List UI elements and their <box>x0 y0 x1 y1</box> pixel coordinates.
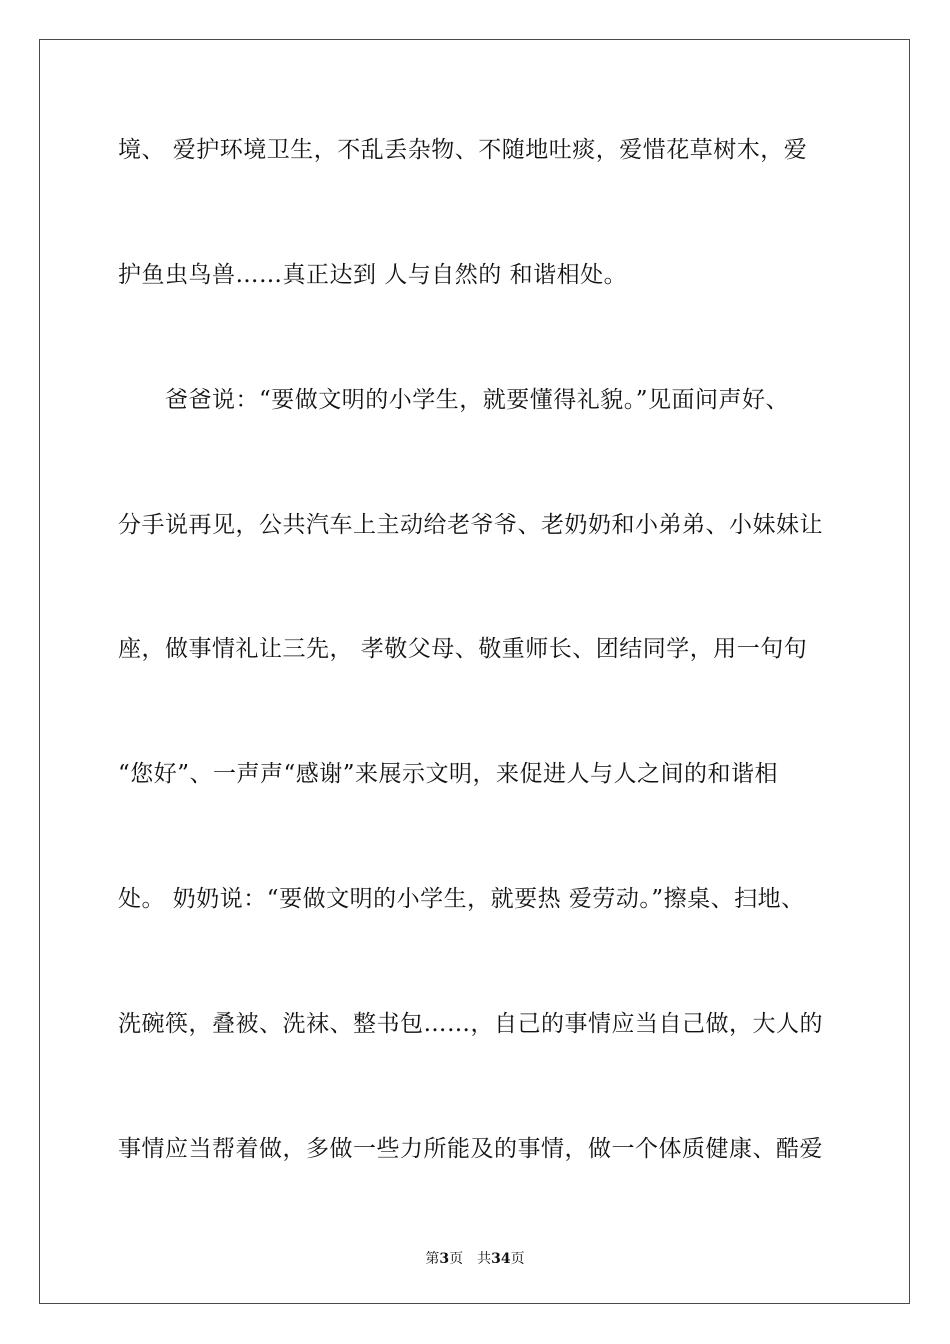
body-line-8: 洗碗筷，叠被、洗袜、整书包……，自己的事情应当自己做，大人的 <box>118 1011 823 1037</box>
body-line-5: 座，做事情礼让三先， 孝敬父母、敬重师长、团结同学，用一句句 <box>118 636 808 662</box>
body-line-2: 护鱼虫鸟兽……真正达到 人与自然的 和谐相处。 <box>118 262 628 288</box>
page-number: 3 <box>439 1251 450 1267</box>
body-line-6: “您好”、一声声“感谢”来展示文明，来促进人与人之间的和谐相 <box>118 761 779 787</box>
total-prefix: 共 <box>477 1251 492 1267</box>
body-line-7: 处。 奶奶说：“要做文明的小学生，就要热 爱劳动。”擦桌、扫地、 <box>118 886 805 912</box>
total-pages: 34 <box>491 1251 511 1267</box>
body-line-1: 境、 爱护环境卫生，不乱丢杂物、不随地吐痰，爱惜花草树木，爱 <box>118 137 808 163</box>
total-suffix: 页 <box>510 1251 525 1267</box>
page-footer <box>0 1248 950 1268</box>
body-line-4: 分手说再见，公共汽车上主动给老爷爷、老奶奶和小弟弟、小妹妹让 <box>118 512 823 538</box>
page-border <box>39 39 910 1304</box>
body-line-3: 爸爸说：“要做文明的小学生，就要懂得礼貌。”见面问声好、 <box>118 387 790 413</box>
body-line-9: 事情应当帮着做，多做一些力所能及的事情，做一个体质健康、酷爱 <box>118 1136 823 1162</box>
page-prefix: 第 <box>425 1251 440 1267</box>
page-suffix: 页 <box>449 1251 464 1267</box>
